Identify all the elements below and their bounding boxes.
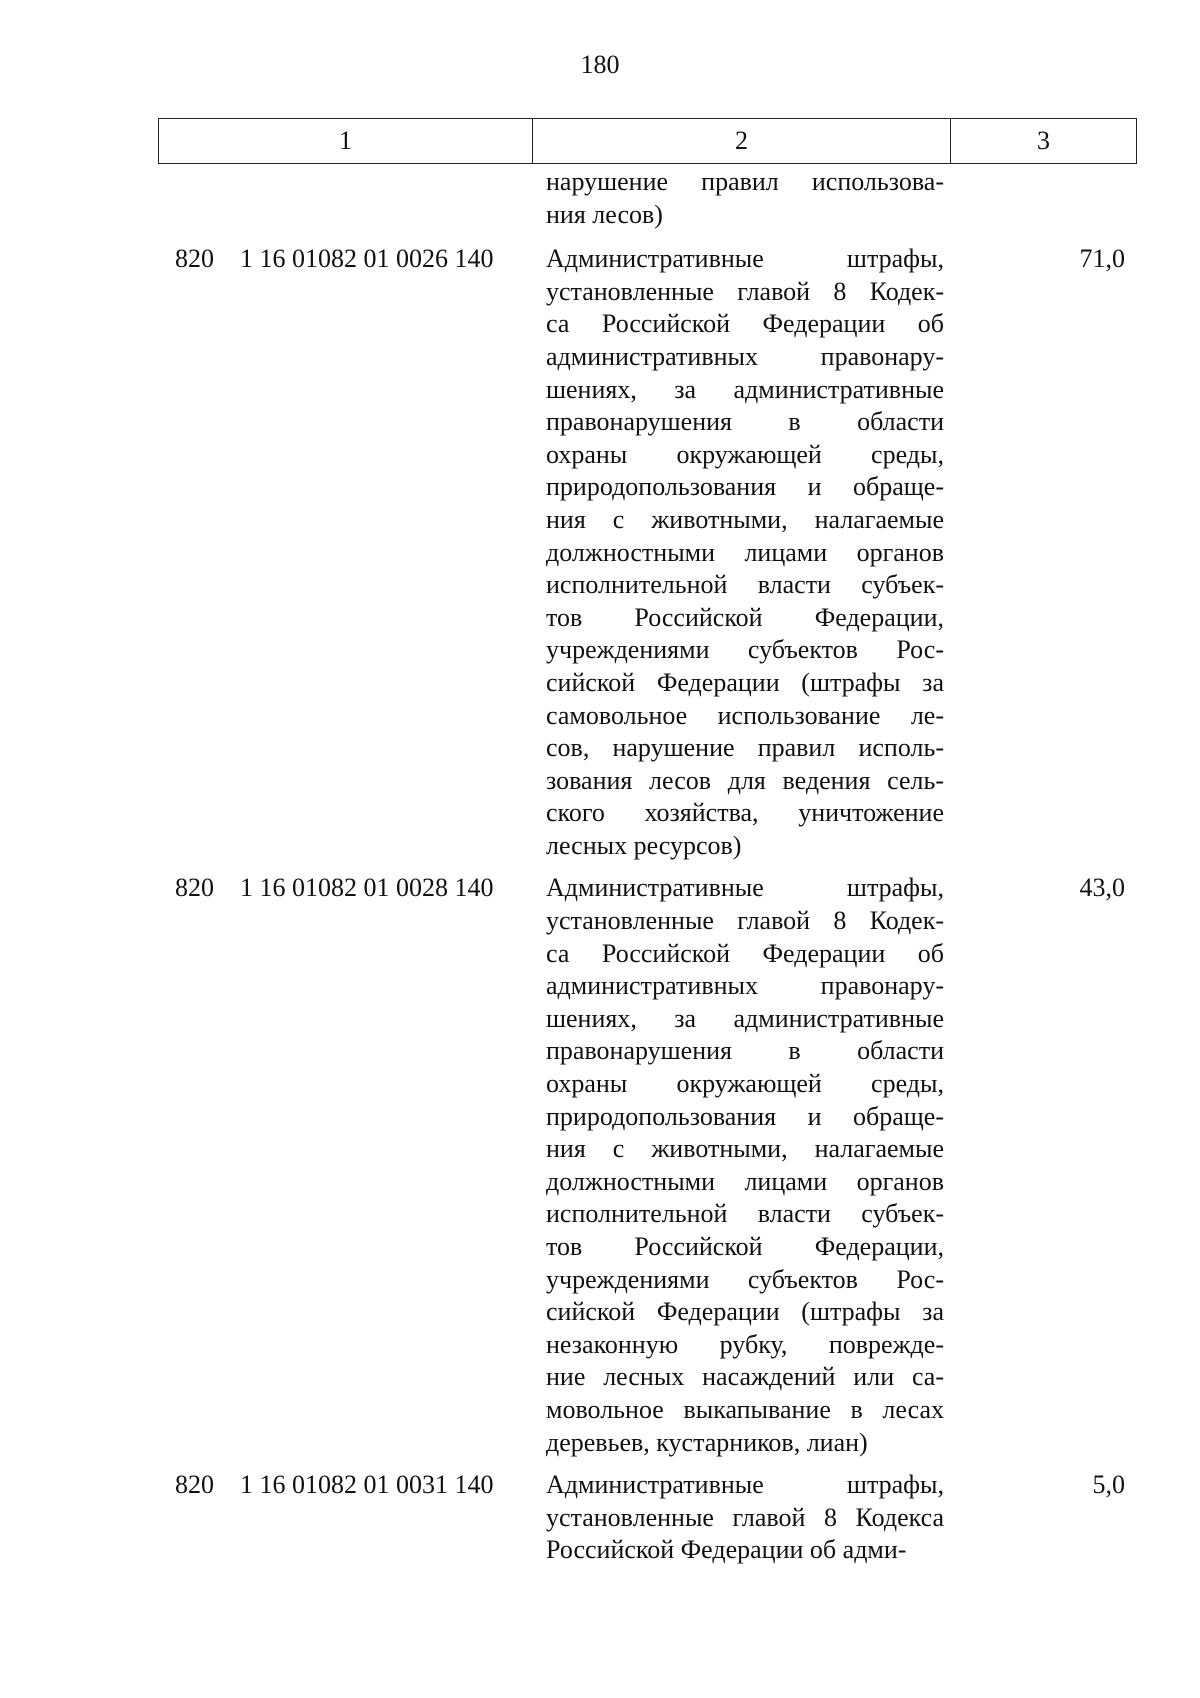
text-line: Административные штрафы, xyxy=(546,873,944,903)
text-line: установленные главой 8 Кодек- xyxy=(546,906,944,936)
text-line: охраны окружающей среды, xyxy=(546,1069,944,1099)
admin-code-cell: 820 xyxy=(175,244,214,274)
text-line: сийской Федерации (штрафы за xyxy=(546,667,944,697)
description-cell xyxy=(546,243,944,862)
text-line: шениях, за административные xyxy=(546,1003,944,1033)
header-col-1: 1 xyxy=(159,119,533,163)
text-line: незаконную рубку, поврежде- xyxy=(546,1329,944,1359)
text-line: Российской Федерации об адми- xyxy=(546,1535,907,1565)
text-line: лесных ресурсов) xyxy=(546,830,742,860)
text-line: ния с животными, налагаемые xyxy=(546,1134,944,1164)
text-line: сов, нарушение правил исполь- xyxy=(546,733,944,763)
table-row xyxy=(158,243,1137,862)
amount-cell: 5,0 xyxy=(1092,1470,1125,1500)
text-line: Административные штрафы, xyxy=(546,1470,944,1500)
text-line: шениях, за административные xyxy=(546,374,944,404)
admin-code-cell: 820 xyxy=(175,873,214,903)
text-line: природопользования и обраще- xyxy=(546,1101,944,1131)
text-line: са Российской Федерации об xyxy=(546,938,944,968)
text-line: правонарушения в области xyxy=(546,407,944,437)
text-line: учреждениями субъектов Рос- xyxy=(546,1264,944,1294)
text-line: ния с животными, налагаемые xyxy=(546,504,944,534)
budget-code-cell: 1 16 01082 01 0028 140 xyxy=(240,873,494,903)
header-col-2: 2 xyxy=(533,119,951,163)
continuation-row xyxy=(158,166,1137,231)
admin-code-cell: 820 xyxy=(175,1470,214,1500)
text-line: ния лесов) xyxy=(546,199,663,229)
text-line: должностными лицами органов xyxy=(546,1166,944,1196)
text-line: тов Российской Федерации, xyxy=(546,602,944,632)
text-line: установленные главой 8 Кодекса xyxy=(546,1502,944,1532)
text-line: установленные главой 8 Кодек- xyxy=(546,276,944,306)
text-line: тов Российской Федерации, xyxy=(546,1232,944,1261)
table-rows xyxy=(158,243,1137,1567)
text-line: ского хозяйства, уничтожение xyxy=(546,798,944,828)
table-header xyxy=(158,118,1137,164)
amount-cell: 43,0 xyxy=(1079,873,1125,903)
table-body xyxy=(158,166,1137,1567)
description-cell xyxy=(546,1469,944,1567)
text-line: охраны окружающей среды, xyxy=(546,439,944,469)
table-row xyxy=(158,1469,1137,1567)
text-line: деревьев, кустарников, лиан) xyxy=(546,1427,868,1457)
text-line: правонарушения в области xyxy=(546,1036,944,1066)
text-line: учреждениями субъектов Рос- xyxy=(546,635,944,665)
continuation-text xyxy=(546,166,944,231)
text-line: мовольное выкапывание в лесах xyxy=(546,1394,944,1424)
text-line: исполнительной власти субъек- xyxy=(546,1199,944,1229)
text-line: сийской Федерации (штрафы за xyxy=(546,1297,944,1327)
text-line: исполнительной власти субъек- xyxy=(546,570,944,600)
table-row xyxy=(158,872,1137,1459)
amount-cell: 71,0 xyxy=(1079,244,1125,274)
budget-code-cell: 1 16 01082 01 0031 140 xyxy=(240,1470,494,1500)
text-line: са Российской Федерации об xyxy=(546,309,944,339)
description-cell xyxy=(546,872,944,1459)
text-line: административных правонару- xyxy=(546,971,944,1001)
text-line: нарушение правил использова- xyxy=(546,167,944,196)
page-number: 180 xyxy=(580,50,620,79)
text-line: зования лесов для ведения сель- xyxy=(546,765,944,795)
text-line: должностными лицами органов xyxy=(546,537,944,567)
text-line: природопользования и обраще- xyxy=(546,472,944,502)
text-line: самовольное использование ле- xyxy=(546,700,944,730)
text-line: административных правонару- xyxy=(546,341,944,371)
budget-code-cell: 1 16 01082 01 0026 140 xyxy=(240,244,494,274)
header-col-3: 3 xyxy=(1037,126,1050,155)
text-line: ние лесных насаждений или са- xyxy=(546,1362,944,1392)
text-line: Административные штрафы, xyxy=(546,244,944,274)
